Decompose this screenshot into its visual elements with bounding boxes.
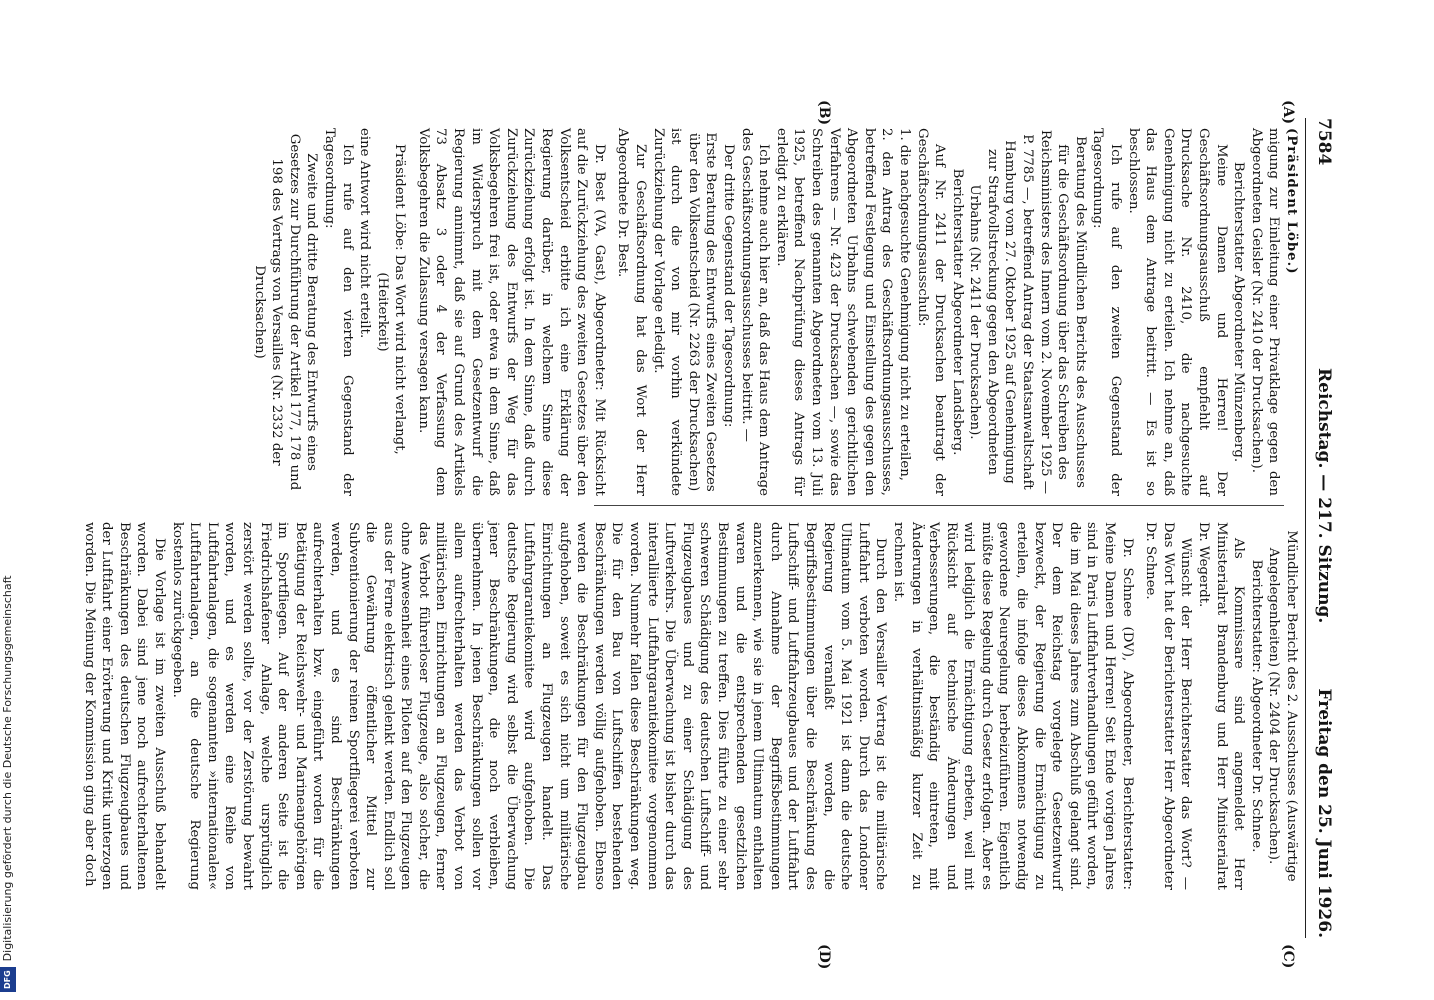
speech: Die Vorlage ist im zweiten Ausschuß behandelt worden. Dabei sind jene noch aufrechterhaltenen Beschränkungen des deutschen Flugzeugbaues und der Luftfahrt einer Erörterung und Kritik unterzogen worden. Die Meinung der Kommission ging aber doch [81,522,167,890]
rapporteur-line: Berichterstatter Abgeordneter Landsberg. [949,168,965,456]
paragraph: Wünscht der Herr Berichterstatter das Wort? — Das Wort hat der Berichterstatter Herr Abgeordneter Dr. Schnee. [1143,522,1194,890]
margin-mark-b: (B) [816,100,832,126]
president-statement: Präsident Löbe: Das Wort wird nicht verlangt, [392,144,408,455]
rapporteur-line: Berichterstatter: Abgeordneter Dr. Schnee. [1248,559,1264,853]
paragraph: Als Kommissare sind angemeldet Herr Ministerialrat Brandenburg und Herr Ministerialrat Dr. Wegerdt. [1196,522,1247,890]
rapporteur-line: Berichterstatter Abgeordneter Münzenberg. [1231,161,1247,463]
speech: Durch den Versailler Vertrag ist die militärische Luftfahrt verboten worden. Durch das Londoner Ultimatum vom 5. Mai 1921 ist dann die deutsche Regierung veranlaßt worden, die Begriffsbestimmungen über die Beschränkung des Luftschiff- und Luftfahrzeugbaues und der Luftfahrt durch Annahme der Begriffsbestimmungen anzuerkennen, wie sie in jenem Ultimatum enthalten waren und die entsprechenden gesetzlichen Bestimmungen zu treffen. Dies führte zu einer sehr schweren Schädigung des deutschen Luftschiff- und Flugzeugbaues und zu einer Schädigung des Luftverkehrs. Die Überwachung ist bisher durch das interalliierte Luftfahrgarantiekomitee vorgenommen worden. Nunmehr fallen diese Beschränkungen weg. Die für den Bau von Luftschiffen bestehenden Beschränkungen werden völlig aufgehoben. Ebenso werden die Beschränkungen für den Flugzeugbau aufgehoben, soweit es sich nicht um militärische Einrichtungen an Flugzeugen handelt. Das Luftfahrgarantiekomitee wird aufgehoben. Die deutsche Regierung wird selbst die Überwachung jener Beschränkungen, die noch verbleiben, übernehmen. In jenen Beschränkungen sollen vor allem aufrechterhalten werden das Verbot von militärischen Einrichtungen an Flugzeugen, ferner das Verbot führerloser Flugzeuge, also solcher, die ohne Anwesenheit eines Piloten auf den Flugzeugen aus der Ferne elektrisch gelenkt werden. Endlich soll die Gewährung öffentlicher Mittel zur Subventionierung der reinen Sportfliegerei verboten werden, und es sind Beschränkungen aufrechterhalten bzw. eingeführt worden für die Betätigung der Reichswehr- und Marineangehörigen im Sportfliegen. Auf der anderen Seite ist die Friedrichshafener Anlage, welche ursprünglich zerstört werden sollte, vor der Zerstörung bewahrt worden, und es werden eine Reihe von Luftfahrtanlagen, die sogenannten »internationalen« Luftfahrtanlagen, an die deutsche Regierung kostenlos zurückgegeben. [169,522,889,890]
dfg-logo: DFG [0,967,16,992]
paragraph: eine Antwort wird nicht erteilt. [357,128,373,339]
paragraph: Mündlicher Bericht des 2. Ausschusses (Auswärtige Angelegenheiten) (Nr. 2404 der Drucksachen). [1266,530,1299,882]
paragraph: Ich rufe auf den vierten Gegenstand der Tagesordnung: [321,128,355,496]
header-date: Freitag den 25. Juni 1926. [1314,688,1334,938]
paragraph: Ich rufe auf den zweiten Gegenstand der Tagesordnung: [1090,128,1124,496]
interjection: (Heiterkeit) [374,272,390,352]
right-column [80,522,1300,890]
margin-mark-d: (D) [816,944,832,970]
header-session: Reichstag. — 217. Sitzung. [1314,368,1334,624]
paragraph: Der dritte Gegenstand der Tagesordnung: [721,144,736,428]
speech: Dr. Best (VA, Gast), Abgeordneter: Mit Rücksicht auf die Zurückziehung des zweiten Gesetzes über den Volksentscheid erbitte ich eine Erklärung der Regierung darüber, in welchem Sinne diese Zurückziehung erfolgt ist. In dem Sinne, daß durch Zurückziehung des Entwurfs der Weg für das Volksbegehren frei ist, oder etwa in dem Sinne, daß im Widerspruch mit dem Gesetzentwurf die Regierung annimmt, daß sie auf Grund des Artikels 73 Absatz 3 oder 4 der Verfassung dem Volksbegehren die Zulassung versagen kann. [415,128,607,496]
list-item: 2. den Antrag des Geschäftsordnungsausschusses, betreffend Festlegung und Einstellung des gegen den Abgeordneten Urbahns schwebenden gerichtlichen Verfahrens — Nr. 423 der Drucksachen —, sowie das Schreiben des genannten Abgeordneten vom 13. Juli 1925, betreffend Nachprüfung dieses Antrags für erledigt zu erklären. [773,128,895,496]
header-rule [1305,118,1306,938]
agenda-item: Beratung des Mündlichen Berichts des Ausschusses für die Geschäftsordnung über das Schreiben des Reichsministers des Innern vom 2. November 1925 — P. 7785 —, betreffend Antrag der Staatsanwaltschaft Hamburg vom 27. Oktober 1925 auf Genehmigung zur Strafvollstreckung gegen den Abgeordneten Urbahns (Nr. 2411 der Drucksachen). [967,129,1088,495]
paragraph: Zur Geschäftsordnung hat das Wort der Herr Abgeordnete Dr. Best. [615,128,649,496]
speech: Dr. Schnee (DV), Abgeordneter, Berichterstatter: Meine Damen und Herren! Seit Ende vorigen Jahres sind in Paris Luftfahrtverhandlungen geführt worden, die im Mai dieses Jahres zum Abschluß gelangt sind. Der dem Reichstag vorgelegte Gesetzentwurf bezweckt, der Regierung die Ermächtigung zu erteilen, die infolge dieses Abkommens notwendig gewordene Neuregelung herbeizuführen. Eigentlich müßte diese Regelung durch Gesetz erfolgen. Aber es wird lediglich die Ermächtigung erbeten, weil mit Rücksicht auf technische Änderungen und Verbesserungen, die beständig eintreten, mit Änderungen in verhältnismäßig kurzer Zeit zu rechnen ist. [890,522,1135,890]
paragraph: ist durch die von mir vorhin verkündete Zurückziehung der Vorlage erledigt. [650,128,684,496]
side-credit [0,0,16,1000]
margin-mark-a: (A) [1280,100,1296,125]
credit-text: Digitalisierung gefördert durch die Deutsche Forschungsgemeinschaft [1,575,14,962]
paragraph: Auf Nr. 2411 der Drucksachen beantragt der Geschäftsordnungsausschuß: [914,128,948,496]
agenda-item: Erste Beratung des Entwurfs eines Zweiten Gesetzes über den Volksentscheid (Nr. 2263 der Drucksachen) [685,132,719,492]
page-number: 7584 [1314,118,1334,166]
page-header [1308,118,1334,938]
agenda-item: Zweite und dritte Beratung des Entwurfs eines Gesetzes zur Durchführung der Artikel 177, 178 und 198 des Vertrags von Versailles (Nr. 2332 der Drucksachen) [251,133,320,491]
margin-mark-c: (C) [1280,944,1296,969]
column-divider [594,505,1284,506]
paragraph: migung zur Einleitung einer Privatklage gegen den Abgeordneten Geisler (Nr. 2410 der Drucksachen). [1248,128,1282,496]
paragraph: Ich nehme auch hier an, daß das Haus dem Antrage des Geschäftsordnungsausschusses beitritt. — [738,128,772,496]
speaker-label: (Präsident Löbe.) [1284,128,1299,275]
paragraph: Meine Damen und Herren! Der Geschäftsordnungsausschuß empfiehlt auf Drucksache Nr. 2410, die nachgesuchte Genehmigung nicht zu erteilen. Ich nehme an, daß das Haus dem Antrage beitritt. — Es ist so beschlossen. [1125,128,1229,496]
list-item: 1. die nachgesuchte Genehmigung nicht zu erteilen, [896,128,912,482]
left-column [250,128,1300,496]
